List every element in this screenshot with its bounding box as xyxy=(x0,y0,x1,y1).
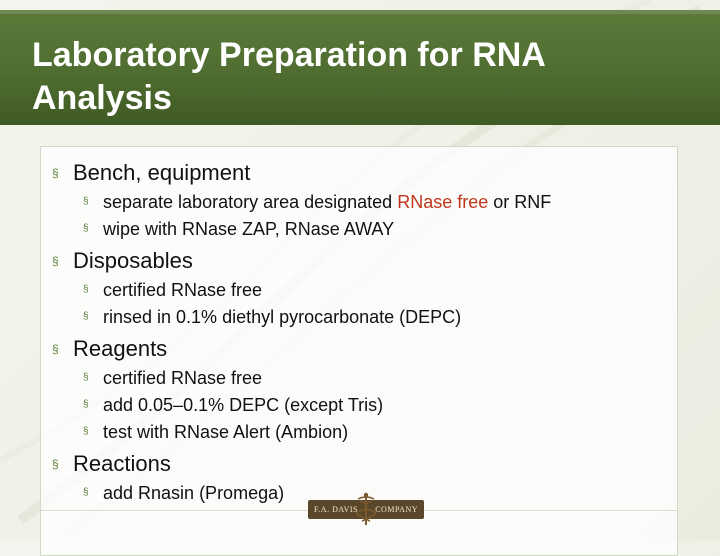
sub-bullet-marker-icon: § xyxy=(83,425,89,437)
bullet-group-reagents xyxy=(52,333,672,445)
sub-bullet xyxy=(52,277,672,304)
sub-bullet-marker-icon: § xyxy=(83,487,89,499)
bullet-group-bench xyxy=(52,157,672,242)
bullet-text: Bench, equipment xyxy=(73,160,251,185)
bullet-list xyxy=(52,157,672,510)
bullet-text: Disposables xyxy=(73,248,193,274)
caduceus-icon xyxy=(356,492,376,526)
sub-bullet-list xyxy=(52,189,672,242)
sub-bullet-text: add Rnasin (Promega) xyxy=(103,483,285,504)
sub-bullet-text: separate laboratory area designated xyxy=(103,192,398,212)
bullet-marker-icon: § xyxy=(52,254,59,269)
sub-bullet-list xyxy=(52,365,672,445)
logo-text-left: F.A. DAVIS xyxy=(314,505,358,514)
sub-bullet-text: add 0.05–0.1% DEPC (except Tris) xyxy=(103,394,384,415)
sub-bullet-text: certified RNase free xyxy=(103,280,263,301)
sub-bullet-text: rinsed in 0.1% diethyl pyrocarbonate (DEPC) xyxy=(103,306,462,327)
sub-bullet-text: test with RNase Alert (Ambion) xyxy=(103,421,349,442)
publisher-logo xyxy=(308,492,424,526)
sub-bullet-marker-icon: § xyxy=(83,222,89,234)
bullet-marker-icon: § xyxy=(52,166,59,180)
sub-bullet xyxy=(52,304,672,331)
sub-bullet-text: wipe with RNase ZAP, RNase AWAY xyxy=(103,218,395,239)
slide-title: Laboratory Preparation for RNA Analysis xyxy=(32,36,545,117)
sub-bullet xyxy=(52,365,672,392)
sub-bullet xyxy=(52,189,672,216)
sub-bullet-text-end: or RNF xyxy=(488,192,552,212)
sub-bullet-marker-icon: § xyxy=(83,372,89,384)
title-bar xyxy=(0,10,720,125)
sub-bullet-marker-icon: § xyxy=(83,310,89,322)
sub-bullet-list xyxy=(52,277,672,330)
sub-bullet xyxy=(52,419,672,446)
sub-bullet xyxy=(52,216,672,243)
sub-bullet-marker-icon: § xyxy=(83,284,89,296)
highlighted-text: RNase free xyxy=(397,192,489,212)
sub-bullet-text: certified RNase free xyxy=(103,368,263,389)
sub-bullet xyxy=(52,392,672,419)
sub-bullet-marker-icon: § xyxy=(83,398,89,410)
sub-bullet-marker-icon: § xyxy=(83,196,89,207)
bullet-text: Reagents xyxy=(73,336,168,362)
bullet-text: Reactions xyxy=(73,451,171,477)
bullet-marker-icon: § xyxy=(52,342,59,357)
bullet-group-disposables xyxy=(52,245,672,330)
logo-text-right: COMPANY xyxy=(375,505,418,514)
bullet-marker-icon: § xyxy=(52,457,59,472)
